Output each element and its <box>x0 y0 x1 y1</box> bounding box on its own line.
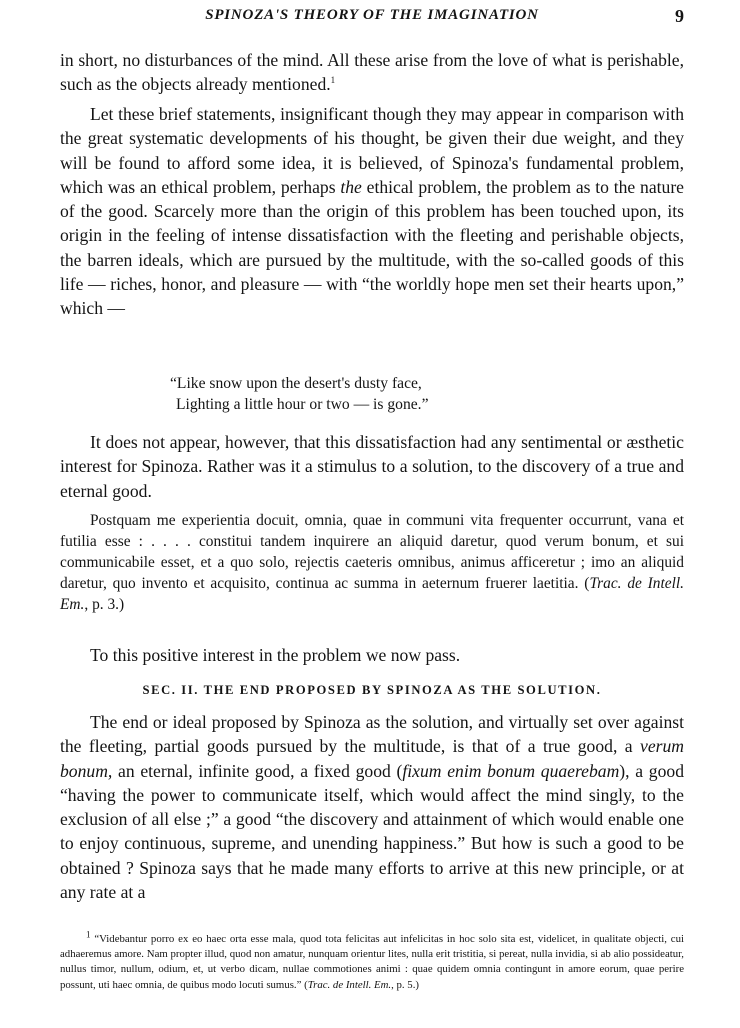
paragraph-4 <box>60 643 684 667</box>
poem-quotation <box>170 373 650 415</box>
page-number: 9 <box>675 6 684 26</box>
paragraph-3-text: It does not appear, however, that this dissatisfaction had any sentimental or æsthetic interest for Spinoza. Rather was it a stimulus to a solution, to the discovery of a true and eternal good. <box>60 432 684 501</box>
paragraph-2-text-b: ethical problem, the problem as to the nature of the good. Scarcely more than the origin of this problem has been touched upon, its origin in the feeling of intense dissatisfaction with the fleeting and perishable objects, the barren ideals, which are pursued by the multitude, with the so-called goods of this life — riches, honor, and pleasure — with “the worldly hope men set their hearts upon,” which — <box>60 176 684 319</box>
latin-citation-title: Trac. de Intell. Em. <box>60 575 684 613</box>
footnote-citation-title: Trac. de Intell. Em. <box>307 978 392 991</box>
paragraph-2-text-a: Let these brief statements, insignificant though they may appear in comparison with the great systematic developments of his thought, be given their due weight, and they will be found to afford some idea, it is believed, of Spinoza's fundamental problem, which was an ethical problem, perhaps <box>60 104 684 197</box>
paragraph-4-text: To this positive interest in the problem we now pass. <box>90 645 461 665</box>
footnote-text: “Videbantur porro ex eo haec orta esse mala, quod tota felicitas aut infelicitas in hoc solo sita est, videlicet, in qualitate objecti, cui adhaeremus amore. Nam propter illud, quod non amatur, nunquam orientur lites, nulla erit tristitia, si pereat, nulla invidia, si ab alio possideatur, nullus timor, nullum, odium, et, ut verbo dicam, nullae commotiones animi : quae quidem omnia contingunt in amore eorum, quae perire possunt, uti haec omnia, de quibus modo locuti sumus.” <box>60 933 684 991</box>
latin-citation-page: , p. 3.) <box>84 596 125 613</box>
poem-line-1: “Like snow upon the desert's dusty face, <box>170 375 422 392</box>
footnote-marker: 1 <box>86 929 91 940</box>
paragraph-5-text-a: The end or ideal proposed by Spinoza as the solution, and virtually set over against the fleeting, partial goods pursued by the multitude, is that of a true good, a <box>60 712 684 757</box>
footnote <box>60 929 684 993</box>
footnote-citation-page: , p. 5.) <box>391 978 419 991</box>
footnote-reference: 1 <box>330 75 336 86</box>
latin-quotation <box>60 510 684 615</box>
paragraph-1 <box>60 48 684 97</box>
paragraph-5-text-c: ), a good “having the power to communicate itself, which would affect the mind singly, to the exclusion of all else ;” a good “the discovery and attainment of which would enable one to enjoy continuous, supreme, and unending happiness.” But how is such a good to be obtained ? Spinoza says that he made many efforts to arrive at this new principle, or at any rate at a <box>60 760 684 903</box>
paragraph-2-emphasis: the <box>340 176 362 197</box>
paragraph-2 <box>60 102 684 321</box>
paragraph-5-emphasis-2: fixum enim bonum quaerebam <box>402 760 620 781</box>
paragraph-3 <box>60 430 684 503</box>
footnote-citation-open: ( <box>304 978 308 991</box>
paragraph-5-emphasis-1: verum bonum, <box>60 736 684 781</box>
section-heading: SEC. II. THE END PROPOSED BY SPINOZA AS THE SOLUTION. <box>142 683 602 697</box>
paragraph-5-text-b: an eternal, infinite good, a fixed good ( <box>118 760 403 781</box>
running-title: SPINOZA'S THEORY OF THE IMAGINATION <box>205 7 539 23</box>
poem-line-2: Lighting a little hour or two — is gone.” <box>176 396 429 413</box>
paragraph-1-text: in short, no disturbances of the mind. All these arise from the love of what is perishable, such as the objects already mentioned. <box>60 50 684 95</box>
latin-citation-open: ( <box>584 575 590 592</box>
latin-quotation-text: Postquam me experientia docuit, omnia, quae in communi vita frequenter occurrunt, vana et futilia esse : . . . . constitui tandem inquirere an aliquid daretur, quod verum bonum, et sui communicabile esset, et a quo solo, rejectis caeteris omnibus, animus afficeretur ; imo an aliquid daretur, quo invento et acquisito, continua ac summa in aeternum fruerer laetitia. <box>60 512 684 592</box>
page-header <box>60 7 684 31</box>
paragraph-5 <box>60 710 684 904</box>
